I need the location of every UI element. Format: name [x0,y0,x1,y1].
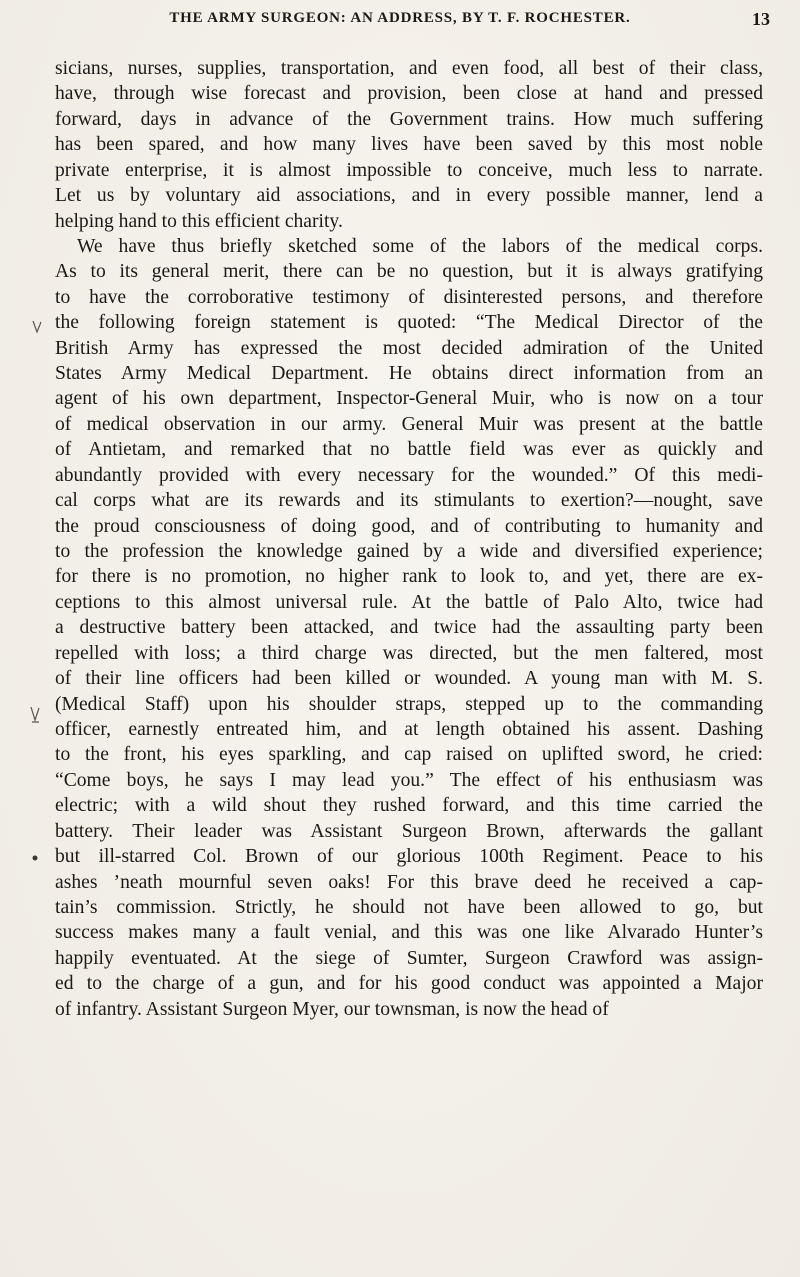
text-line: electric; with a wild shout they rushed forward, and this time carried the [55,795,763,817]
text-line: of their line officers had been killed or wounded. A young man with M. S. [55,668,763,690]
text-line: have, through wise forecast and provision, been close at hand and pressed [55,83,763,105]
pencil-mark-icon [28,704,42,726]
text-line: of medical observation in our army. General Muir was present at the battle [55,413,763,435]
text-line: the proud consciousness of doing good, and of contributing to humanity and [55,515,763,537]
body-text [55,56,763,1022]
text-line: of infantry. Assistant Surgeon Myer, our townsman, is now the head of [55,998,609,1020]
running-title: THE ARMY SURGEON: AN ADDRESS, BY T. F. ROCHESTER. [169,10,631,26]
text-line: repelled with loss; a third charge was directed, but the men faltered, most [55,642,763,664]
pencil-mark-icon [30,317,44,337]
text-line: “Come boys, he says I may lead you.” The effect of his enthusiasm was [55,769,763,791]
text-line: of Antietam, and remarked that no battle field was ever as quickly and [55,439,763,461]
text-line: ed to the charge of a gun, and for his good conduct was appointed a Major [55,973,763,995]
text-line: British Army has expressed the most decided admiration of the United [55,337,763,359]
text-line: We have thus briefly sketched some of the labors of the medical corps. [77,235,763,257]
text-line: to the front, his eyes sparkling, and cap raised on uplifted sword, he cried: [55,744,763,766]
text-line: abundantly provided with every necessary for the wounded.” Of this medi- [55,464,763,486]
bullet-mark-icon [31,854,39,862]
text-line: has been spared, and how many lives have been saved by this most noble [55,134,763,156]
text-line: States Army Medical Department. He obtains direct information from an [55,363,763,385]
text-line: a destructive battery been attacked, and twice had the assaulting party been [55,617,763,639]
text-line: but ill-starred Col. Brown of our glorious 100th Regiment. Peace to his [55,846,763,868]
text-line: cal corps what are its rewards and its stimulants to exertion?—nought, save [55,490,763,512]
text-line: As to its general merit, there can be no question, but it is always gratifying [55,261,763,283]
text-line: ceptions to this almost universal rule. At the battle of Palo Alto, twice had [55,591,763,613]
text-line: Let us by voluntary aid associations, and in every possible manner, lend a [55,185,763,207]
text-line: forward, days in advance of the Government trains. How much suffering [55,108,763,130]
running-head [90,10,770,36]
text-line: for there is no promotion, no higher rank to look to, and yet, there are ex- [55,566,763,588]
text-line: success makes many a fault venial, and this was one like Alvarado Hunter’s [55,922,763,944]
text-line: officer, earnestly entreated him, and at length obtained his assent. Dashing [55,718,763,740]
text-line: private enterprise, it is almost impossible to conceive, much less to narrate. [55,159,763,181]
text-line: battery. Their leader was Assistant Surgeon Brown, afterwards the gallant [55,820,763,842]
text-line: tain’s commission. Strictly, he should not have been allowed to go, but [55,896,763,918]
text-line: helping hand to this efficient charity. [55,210,343,232]
text-line: agent of his own department, Inspector-General Muir, who is now on a tour [55,388,763,410]
text-line: (Medical Staff) upon his shoulder straps, stepped up to the commanding [55,693,763,715]
text-line: to have the corroborative testimony of disinterested persons, and therefore [55,286,763,308]
text-line: happily eventuated. At the siege of Sumter, Surgeon Crawford was assign- [55,947,763,969]
text-line: ashes ’neath mournful seven oaks! For this brave deed he received a cap- [55,871,763,893]
page-number: 13 [752,9,770,29]
text-line: the following foreign statement is quoted: “The Medical Director of the [55,312,763,334]
text-line: to the profession the knowledge gained by a wide and diversified experience; [55,541,763,563]
text-line: sicians, nurses, supplies, transportation, and even food, all best of their class, [55,58,763,79]
